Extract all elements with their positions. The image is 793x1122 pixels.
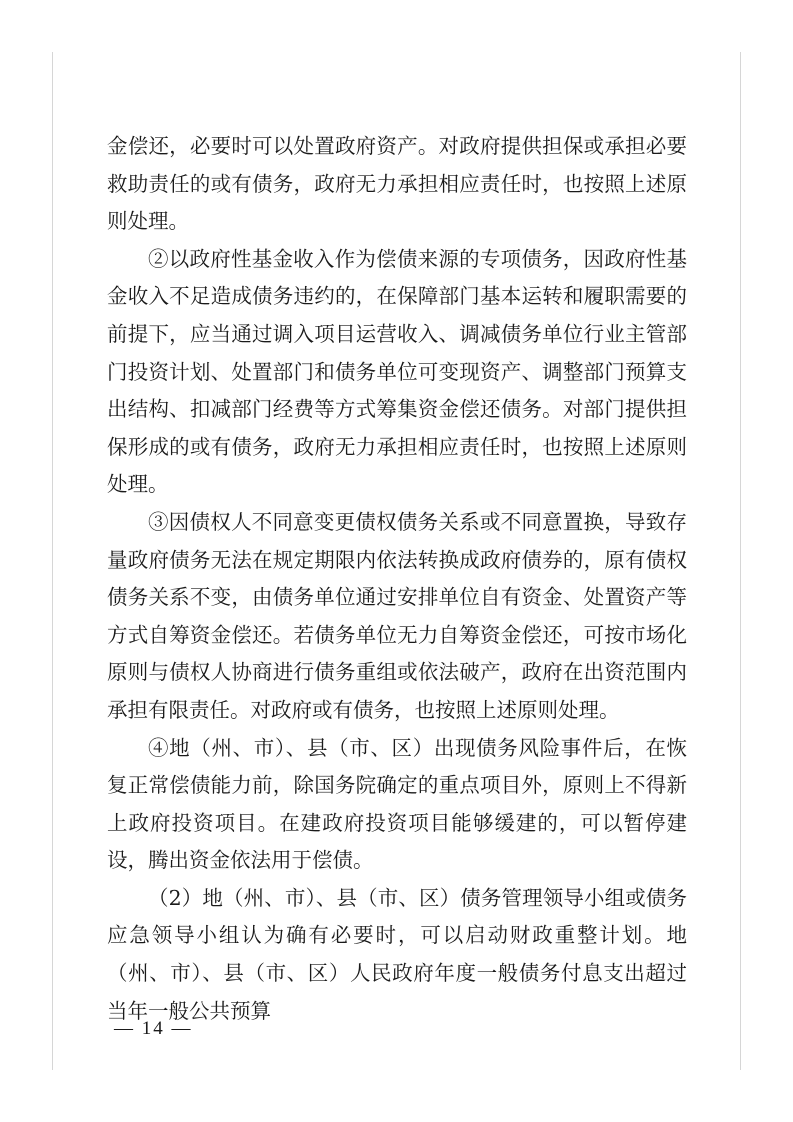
paragraph-item-4: ④地（州、市）、县（市、区）出现债务风险事件后，在恢复正常偿债能力前，除国务院确定的重点项目外，原则上不得新上政府投资项目。在建政府投资项目能够缓建的，可以暂停建设，腾出资金依法用于偿债。 (107, 735, 687, 873)
document-body (107, 128, 687, 1030)
paragraph-item-3: ③因债权人不同意变更债权债务关系或不同意置换，导致存量政府债务无法在规定期限内依法转换成政府债券的，原有债权债务关系不变，由债务单位通过安排单位自有资金、处置资产等方式自筹资金偿还。若债务单位无力自筹资金偿还，可按市场化原则与债权人协商进行债务重组或依法破产，政府在出资范围内承担有限责任。对政府或有债务，也按照上述原则处理。 (107, 509, 687, 722)
page-number: — 14 — (114, 1018, 193, 1039)
left-margin-line (52, 52, 53, 1070)
right-margin-line (740, 52, 741, 1070)
paragraph-section-2: （2）地（州、市）、县（市、区）债务管理领导小组或债务应急领导小组认为确有必要时，可以启动财政重整计划。地（州、市）、县（市、区）人民政府年度一般债务付息支出超过当年一般公共预算 (107, 885, 687, 1023)
paragraph-item-2: ②以政府性基金收入作为偿债来源的专项债务，因政府性基金收入不足造成债务违约的，在保障部门基本运转和履职需要的前提下，应当通过调入项目运营收入、调减债务单位行业主管部门投资计划、处置部门和债务单位可变现资产、调整部门预算支出结构、扣减部门经费等方式筹集资金偿还债务。对部门提供担保形成的或有债务，政府无力承担相应责任时，也按照上述原则处理。 (107, 246, 687, 497)
paragraph-continuation: 金偿还，必要时可以处置政府资产。对政府提供担保或承担必要救助责任的或有债务，政府无力承担相应责任时，也按照上述原则处理。 (107, 134, 687, 234)
